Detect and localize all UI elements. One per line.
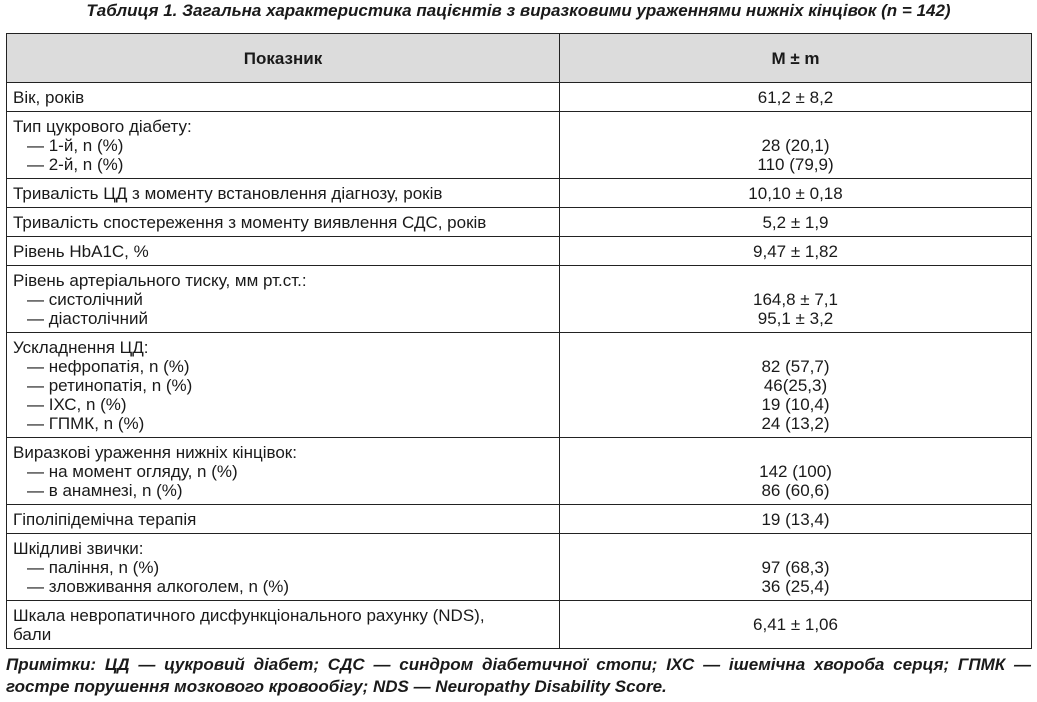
- row-sublabel: — ГПМК, n (%): [27, 414, 145, 433]
- row-value: 95,1 ± 3,2: [757, 309, 834, 328]
- table-row: [7, 333, 1032, 438]
- row-value: 97 (68,3): [761, 558, 830, 577]
- row-sublabel: — 1-й, n (%): [27, 136, 124, 155]
- header-indicator: Показник: [7, 34, 560, 83]
- row-label-group: [7, 112, 560, 179]
- row-label: Шкідливі звички:: [13, 539, 144, 558]
- row-label-continuation: бали: [13, 625, 52, 644]
- patient-characteristics-table: [6, 33, 1032, 649]
- row-sublabel: — систолічний: [27, 290, 143, 309]
- row-sublabel: — діастолічний: [27, 309, 148, 328]
- table-row: [7, 601, 1032, 649]
- row-value-group: [560, 438, 1032, 505]
- row-value-group: [560, 112, 1032, 179]
- table-caption: Таблиця 1. Загальна характеристика пацієнтів з виразковими ураженнями нижніх кінцівок (n = 142): [86, 1, 951, 20]
- row-value-group: [560, 266, 1032, 333]
- header-mean: M ± m: [560, 34, 1032, 83]
- row-label: Ускладнення ЦД:: [13, 338, 149, 357]
- row-label: Гіполіпідемічна терапія: [7, 505, 560, 534]
- row-sublabel: — ретинопатія, n (%): [27, 376, 193, 395]
- row-sublabel: — паління, n (%): [27, 558, 160, 577]
- row-value-group: [560, 333, 1032, 438]
- table-row: [7, 237, 1032, 266]
- row-value-group: [560, 534, 1032, 601]
- row-label-group: [7, 266, 560, 333]
- row-label: Виразкові ураження нижніх кінцівок:: [13, 443, 297, 462]
- row-label-group: [7, 333, 560, 438]
- row-label: Тип цукрового діабету:: [13, 117, 192, 136]
- table-header-row: [7, 34, 1032, 83]
- row-value: 10,10 ± 0,18: [560, 179, 1032, 208]
- row-sublabel: — на момент огляду, n (%): [27, 462, 238, 481]
- row-value: 46(25,3): [763, 376, 828, 395]
- row-value: 24 (13,2): [761, 414, 830, 433]
- row-value: 82 (57,7): [761, 357, 830, 376]
- table-row: [7, 266, 1032, 333]
- row-value: 86 (60,6): [761, 481, 830, 500]
- row-label: Тривалість ЦД з моменту встановлення діагнозу, років: [7, 179, 560, 208]
- table-row: [7, 179, 1032, 208]
- table-notes: Примітки: ЦД — цукровий діабет; СДС — синдром діабетичної стопи; ІХС — ішемічна хвороба серця; ГПМК — гостре порушення мозкового кровообігу; NDS — Neuropathy Disability Score.: [6, 655, 1031, 696]
- row-value: 110 (79,9): [757, 155, 834, 174]
- row-sublabel: — зловживання алкоголем, n (%): [27, 577, 290, 596]
- row-label: Рівень HbA1C, %: [7, 237, 560, 266]
- row-sublabel: — 2-й, n (%): [27, 155, 124, 174]
- row-label-group: [7, 438, 560, 505]
- table-row: [7, 83, 1032, 112]
- row-label: Рівень артеріального тиску, мм рт.ст.:: [13, 271, 307, 290]
- row-label: Вік, років: [7, 83, 560, 112]
- row-value: 5,2 ± 1,9: [560, 208, 1032, 237]
- row-label-group: [7, 534, 560, 601]
- row-value: 36 (25,4): [761, 577, 830, 596]
- row-sublabel: — нефропатія, n (%): [27, 357, 190, 376]
- row-value: 9,47 ± 1,82: [560, 237, 1032, 266]
- row-label-group: [7, 601, 560, 649]
- row-value: 6,41 ± 1,06: [560, 601, 1032, 649]
- row-sublabel: — ІХС, n (%): [27, 395, 127, 414]
- table-row: [7, 208, 1032, 237]
- table-row: [7, 112, 1032, 179]
- table-row: [7, 438, 1032, 505]
- row-label: Шкала невропатичного дисфункціонального рахунку (NDS),: [13, 606, 485, 625]
- row-value: 164,8 ± 7,1: [753, 290, 838, 309]
- row-value: 61,2 ± 8,2: [560, 83, 1032, 112]
- row-sublabel: — в анамнезі, n (%): [27, 481, 183, 500]
- row-label: Тривалість спостереження з моменту виявлення СДС, років: [7, 208, 560, 237]
- row-value: 28 (20,1): [761, 136, 830, 155]
- row-value: 142 (100): [759, 462, 832, 481]
- table-row: [7, 505, 1032, 534]
- row-value: 19 (13,4): [560, 505, 1032, 534]
- row-value: 19 (10,4): [761, 395, 830, 414]
- table-row: [7, 534, 1032, 601]
